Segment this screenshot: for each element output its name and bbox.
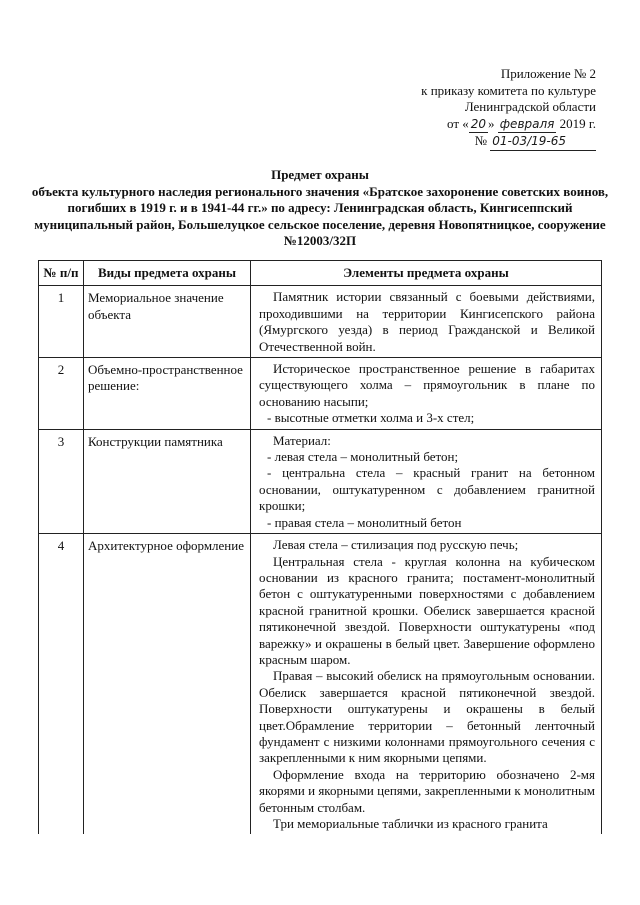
order-number: № 01-03/19-65 — [421, 133, 596, 151]
element-paragraph: Центральная стела - круглая колонна на кубическом основании из красного гранита; постамент-монолитный бетон с оштукатуренными поверхностями с добавлением красной гранитной крошки. Обелиск завершается красной пятиконечной звездой. Поверхности оштукатурены «под варежку» и окрашены в белый цвет. Завершение оформлено красным шаром. — [259, 553, 595, 667]
row-elements — [251, 429, 602, 533]
date-day-handwritten: 20 — [469, 116, 488, 134]
order-date: от « 20 » февраля 2019 г. — [421, 116, 596, 134]
order-number-handwritten: 01-03/19-65 — [490, 133, 596, 151]
element-paragraph: Оформление входа на территорию обозначено 2-мя якорями и якорными цепями, закрепленными к монолитным бетонным столбам. — [259, 766, 595, 815]
row-type: Архитектурное оформление — [84, 534, 251, 835]
row-elements — [251, 534, 602, 835]
element-paragraph: Историческое пространственное решение в габаритах существующего холма – прямоугольник в плане по основанию насыпи; — [259, 361, 595, 409]
row-number: 1 — [39, 286, 84, 358]
date-month-handwritten: февраля — [498, 116, 557, 134]
element-paragraph: Памятник истории связанный с боевыми действиями, проходившими на территории Кингисепского района (Ямургского уезда) в период Гражданской и Великой Отечественной войн. — [259, 289, 595, 354]
document-title — [20, 167, 620, 250]
col-header-type: Виды предмета охраны — [84, 261, 251, 286]
row-number: 3 — [39, 429, 84, 533]
element-list-item: - правая стела – монолитный бетон — [259, 515, 595, 531]
row-number: 2 — [39, 358, 84, 430]
element-list-item: - левая стела – монолитный бетон; — [259, 449, 595, 465]
row-number: 4 — [39, 534, 84, 835]
table-row — [39, 286, 602, 358]
table-header-row — [39, 261, 602, 286]
title-heading: Предмет охраны — [271, 167, 369, 182]
title-object-description: объекта культурного наследия регионального значения «Братское захоронение советских воинов, погибших в 1919 г. и в 1941-44 гг.» по адресу: Ленинградская область, Кингисеппский муниципальный район, Большелуцкое сельское поселение, деревня Новопятницкое, сооружение №12003/32П — [31, 183, 609, 248]
col-header-elements: Элементы предмета охраны — [251, 261, 602, 286]
appendix-label: Приложение № 2 — [500, 66, 596, 81]
col-header-num: № п/п — [39, 261, 84, 286]
row-elements — [251, 358, 602, 430]
element-list-item: - центральна стела – красный гранит на бетонном основании, оштукатуренном с добавлением гранитной крошки; — [259, 465, 595, 514]
protection-subject-table — [38, 260, 602, 834]
element-paragraph: Три мемориальные таблички из красного гранита — [273, 816, 548, 831]
table-row — [39, 358, 602, 430]
order-reference: к приказу комитета по культуре — [421, 82, 596, 98]
element-paragraph: Правая – высокий обелиск на прямоугольным основании. Обелиск завершается красной пятиконечной звездой. Поверхности оштукатурены и окрашены в белый цвет.Обрамление территории – бетонный ленточный фундамент с низкими колоннами прямоугольного сечения с закрепленными к ним якорными цепями. — [259, 668, 595, 766]
row-type: Конструкции памятника — [84, 429, 251, 533]
row-elements — [251, 286, 602, 358]
element-paragraph: Левая стела – стилизация под русскую печь; — [273, 537, 519, 553]
order-header — [421, 66, 596, 151]
element-paragraph: Материал: — [273, 432, 331, 448]
table-row — [39, 429, 602, 533]
table-row — [39, 534, 602, 835]
row-type: Объемно-пространственное решение: — [84, 358, 251, 430]
row-type: Мемориальное значение объекта — [84, 286, 251, 358]
region-name: Ленинградской области — [464, 99, 596, 114]
element-list-item: - высотные отметки холма и 3-х стел; — [259, 410, 595, 426]
